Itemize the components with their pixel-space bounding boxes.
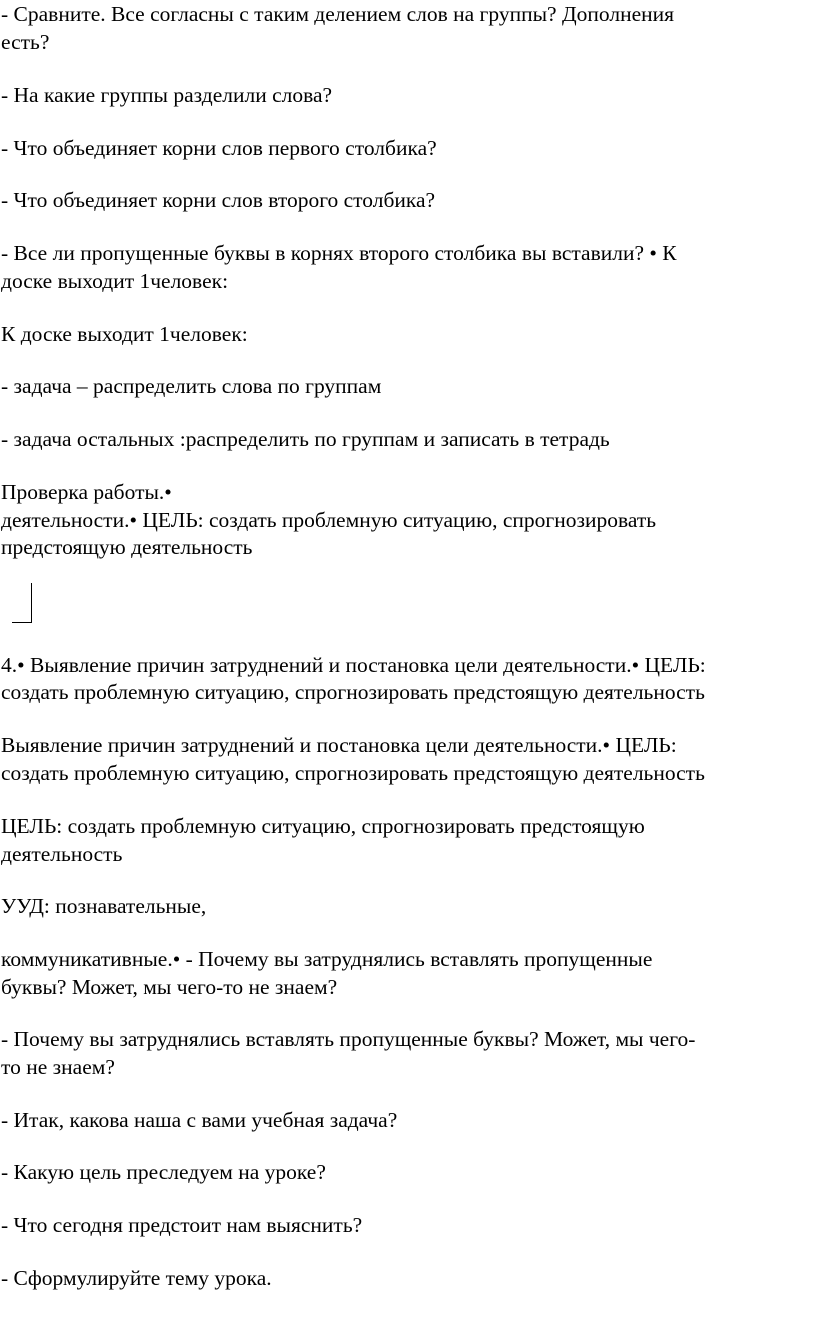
text-line: - Итак, какова наша с вами учебная задача? <box>1 1108 398 1132</box>
text-line: буквы? Может, мы чего-то не знаем? <box>1 975 338 999</box>
text-line: К доске выходит 1человек: <box>1 322 248 346</box>
text-line: УУД: познавательные, <box>1 894 207 918</box>
text-line: - Сравните. Все согласны с таким делением слов на группы? Дополнения <box>1 2 675 26</box>
text-line: Проверка работы.• <box>1 480 172 504</box>
text-line: деятельность <box>1 842 123 866</box>
text-line: - Сформулируйте тему урока. <box>1 1266 272 1290</box>
text-line: - Почему вы затруднялись вставлять пропущенные буквы? Может, мы чего- <box>1 1027 696 1051</box>
text-line: - Что объединяет корни слов первого столбика? <box>1 136 437 160</box>
text-line: доске выходит 1человек: <box>1 269 229 293</box>
text-line: - Какую цель преследуем на уроке? <box>1 1160 326 1184</box>
text-line: то не знаем? <box>1 1055 115 1079</box>
text-line: деятельности.• ЦЕЛЬ: создать проблемную ситуацию, спрогнозировать <box>1 508 657 532</box>
text-line: есть? <box>1 30 50 54</box>
text-line: - Все ли пропущенные буквы в корнях второго столбика вы вставили? • К <box>1 241 677 265</box>
text-line: - задача остальных :распределить по группам и записать в тетрадь <box>1 427 610 451</box>
text-line: Выявление причин затруднений и постановка цели деятельности.• ЦЕЛЬ: <box>1 733 677 757</box>
text-line: - На какие группы разделили слова? <box>1 83 333 107</box>
text-line: коммуникативные.• - Почему вы затруднялись вставлять пропущенные <box>1 947 653 971</box>
text-line: - Что объединяет корни слов второго столбика? <box>1 188 436 212</box>
text-line: - Что сегодня предстоит нам выяснить? <box>1 1213 363 1237</box>
text-line: - задача – распределить слова по группам <box>1 374 382 398</box>
text-line: создать проблемную ситуацию, спрогнозировать предстоящую деятельность <box>1 680 705 704</box>
text-line: создать проблемную ситуацию, спрогнозировать предстоящую деятельность <box>1 761 705 785</box>
text-line: ЦЕЛЬ: создать проблемную ситуацию, спрогнозировать предстоящую <box>1 814 645 838</box>
text-line: 4.• Выявление причин затруднений и постановка цели деятельности.• ЦЕЛЬ: <box>1 653 706 677</box>
text-line: предстоящую деятельность <box>1 535 253 559</box>
corner-bracket-mark <box>12 583 32 623</box>
